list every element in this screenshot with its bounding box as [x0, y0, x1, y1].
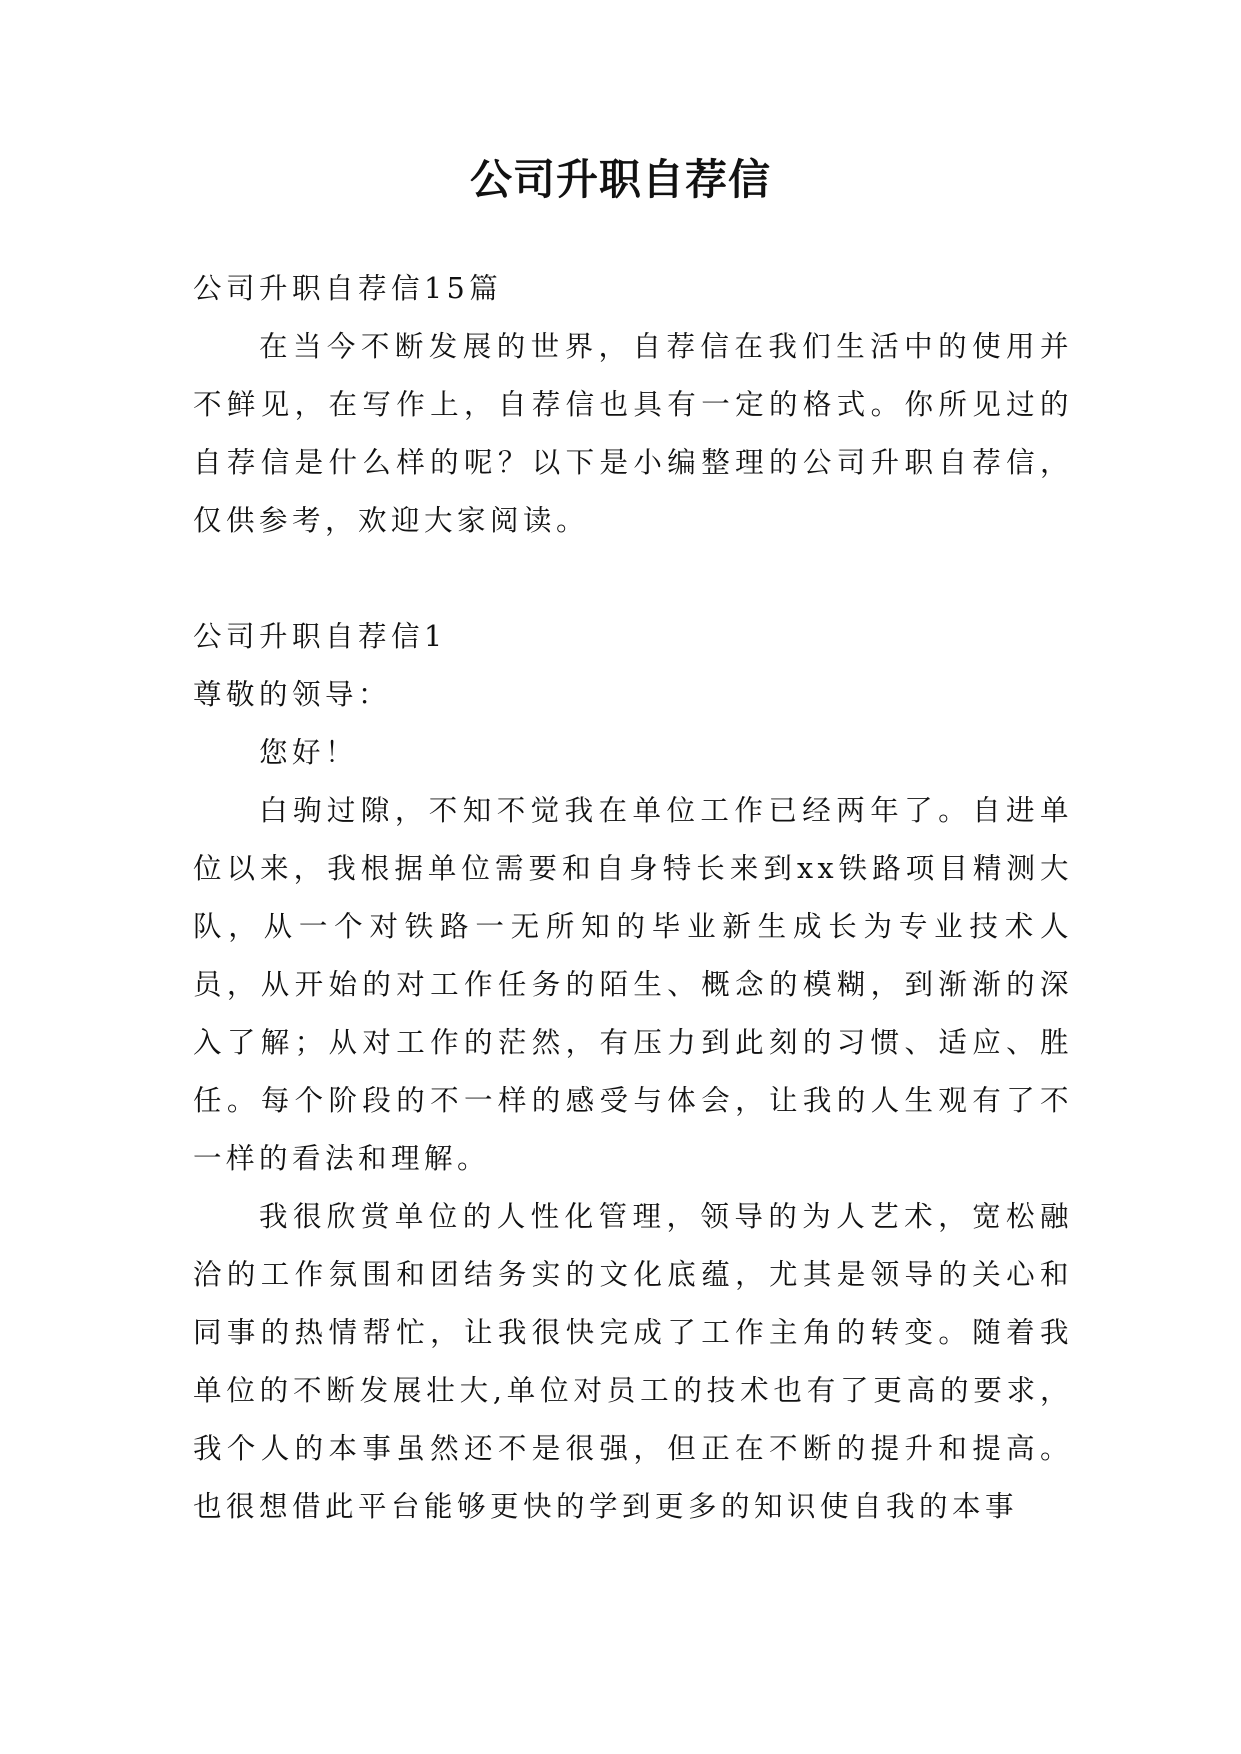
- intro-paragraph: 在当今不断发展的世界，自荐信在我们生活中的使用并不鲜见，在写作上，自荐信也具有一定的格式。你所见过的自荐信是什么样的呢？以下是小编整理的公司升职自荐信，仅供参考，欢迎大家阅读。: [193, 330, 1073, 537]
- subtitle: 公司升职自荐信15篇: [193, 272, 503, 305]
- letter-salutation: 尊敬的领导：: [193, 678, 392, 711]
- document-body: [193, 260, 1073, 1536]
- letter-paragraph: 白驹过隙，不知不觉我在单位工作已经两年了。自进单位以来，我根据单位需要和自身特长来到xx铁路项目精测大队，从一个对铁路一无所知的毕业新生成长为专业技术人员，从开始的对工作任务的陌生、概念的模糊，到渐渐的深入了解；从对工作的茫然，有压力到此刻的习惯、适应、胜任。每个阶段的不一样的感受与体会，让我的人生观有了不一样的看法和理解。: [193, 794, 1073, 1175]
- letter-greeting: 您好！: [259, 736, 359, 769]
- section-gap: [193, 550, 1073, 608]
- letter-paragraph: 我很欣赏单位的人性化管理，领导的为人艺术，宽松融洽的工作氛围和团结务实的文化底蕴，尤其是领导的关心和同事的热情帮忙，让我很快完成了工作主角的转变。随着我单位的不断发展壮大,单位对员工的技术也有了更高的要求，我个人的本事虽然还不是很强，但正在不断的提升和提高。也很想借此平台能够更快的学到更多的知识使自我的本事: [193, 1200, 1073, 1523]
- document-title: 公司升职自荐信: [469, 155, 771, 204]
- letter-heading: 公司升职自荐信1: [193, 620, 447, 653]
